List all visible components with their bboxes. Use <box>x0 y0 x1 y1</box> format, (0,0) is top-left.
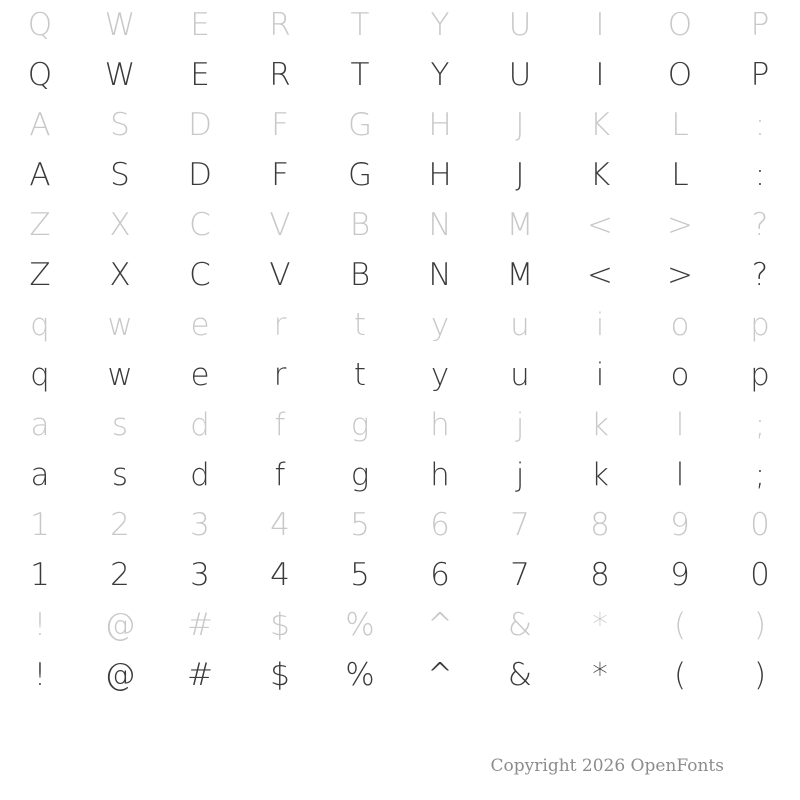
glyph-cell: E <box>190 56 210 93</box>
glyph-cell: C <box>189 256 211 293</box>
glyph-cell: B <box>349 256 371 293</box>
glyph-cell: f <box>274 406 286 443</box>
glyph-cell: P <box>750 56 770 93</box>
glyph-cell: r <box>273 356 287 393</box>
glyph-cell: I <box>595 6 605 43</box>
glyph-cell: 5 <box>350 506 370 543</box>
glyph-cell: > <box>667 206 693 243</box>
glyph-cell: a <box>30 456 50 493</box>
glyph-cell: 4 <box>270 506 290 543</box>
glyph-cell: V <box>269 206 291 243</box>
glyph-cell: ) <box>753 656 767 693</box>
glyph-cell: f <box>274 456 286 493</box>
glyph-cell: W <box>104 6 136 43</box>
glyph-cell: o <box>670 356 690 393</box>
glyph-cell: q <box>30 356 50 393</box>
glyph-cell: F <box>271 156 289 193</box>
glyph-cell: 8 <box>590 556 610 593</box>
glyph-cell: w <box>107 356 133 393</box>
glyph-cell: 6 <box>430 506 450 543</box>
glyph-cell: A <box>29 156 51 193</box>
glyph-cell: i <box>595 356 605 393</box>
glyph-cell: * <box>592 656 608 693</box>
glyph-cell: t <box>353 356 367 393</box>
glyph-cell: P <box>750 6 770 43</box>
glyph-cell: p <box>750 306 770 343</box>
glyph-cell: W <box>104 56 136 93</box>
glyph-cell: G <box>347 156 373 193</box>
glyph-cell: Y <box>430 56 450 93</box>
glyph-cell: K <box>589 156 611 193</box>
glyph-cell: C <box>189 206 211 243</box>
glyph-cell: N <box>428 256 452 293</box>
glyph-cell: X <box>109 256 131 293</box>
glyph-cell: * <box>592 606 608 643</box>
glyph-cell: U <box>508 56 532 93</box>
glyph-cell: & <box>507 656 533 693</box>
glyph-cell: g <box>350 456 370 493</box>
glyph-cell: S <box>110 106 130 143</box>
glyph-cell: e <box>190 356 210 393</box>
glyph-cell: 4 <box>270 556 290 593</box>
glyph-cell: S <box>110 156 130 193</box>
glyph-cell: q <box>30 306 50 343</box>
glyph-cell: 0 <box>750 506 770 543</box>
glyph-cell: T <box>350 56 370 93</box>
glyph-cell: $ <box>270 656 290 693</box>
glyph-cell: r <box>273 306 287 343</box>
glyph-cell: k <box>591 456 609 493</box>
glyph-cell: h <box>430 406 450 443</box>
glyph-cell: $ <box>270 606 290 643</box>
glyph-cell: d <box>190 456 210 493</box>
glyph-cell: u <box>510 306 530 343</box>
glyph-cell: I <box>595 56 605 93</box>
glyph-cell: R <box>269 6 291 43</box>
glyph-cell: L <box>671 156 689 193</box>
glyph-cell: g <box>350 406 370 443</box>
glyph-cell: ^ <box>427 656 453 693</box>
glyph-cell: A <box>29 106 51 143</box>
glyph-cell: p <box>750 356 770 393</box>
glyph-cell: X <box>109 206 131 243</box>
glyph-cell: ( <box>673 656 687 693</box>
glyph-cell: > <box>667 256 693 293</box>
glyph-cell: 2 <box>110 506 130 543</box>
glyph-cell: Y <box>430 6 450 43</box>
glyph-cell: : <box>754 106 766 143</box>
glyph-cell: Q <box>27 56 53 93</box>
glyph-cell: T <box>350 6 370 43</box>
copyright-notice: Copyright 2026 OpenFonts <box>490 756 724 776</box>
glyph-cell: 5 <box>350 556 370 593</box>
glyph-cell: h <box>430 456 450 493</box>
glyph-cell: 3 <box>190 506 210 543</box>
glyph-cell: O <box>667 56 693 93</box>
glyph-cell: ; <box>754 406 766 443</box>
glyph-cell: D <box>188 156 212 193</box>
glyph-cell: : <box>754 156 766 193</box>
glyph-cell: s <box>111 456 129 493</box>
glyph-cell: 8 <box>590 506 610 543</box>
glyph-cell: k <box>591 406 609 443</box>
glyph-cell: Z <box>29 206 51 243</box>
glyph-cell: j <box>515 456 525 493</box>
glyph-cell: ) <box>753 606 767 643</box>
glyph-cell: 1 <box>30 556 50 593</box>
glyph-cell: 7 <box>510 556 530 593</box>
glyph-cell: J <box>515 156 525 193</box>
glyph-cell: y <box>430 306 450 343</box>
glyph-cell: % <box>345 606 375 643</box>
glyph-cell: O <box>667 6 693 43</box>
glyph-cell: M <box>506 256 534 293</box>
glyph-cell: B <box>349 206 371 243</box>
glyph-cell: V <box>269 256 291 293</box>
glyph-cell: 0 <box>750 556 770 593</box>
glyph-cell: Q <box>27 6 53 43</box>
glyph-cell: w <box>107 306 133 343</box>
glyph-cell: ! <box>33 606 47 643</box>
glyph-cell: ( <box>673 606 687 643</box>
glyph-cell: ? <box>751 206 769 243</box>
glyph-cell: 1 <box>30 506 50 543</box>
glyph-cell: ? <box>751 256 769 293</box>
glyph-cell: l <box>675 406 685 443</box>
glyph-cell: 3 <box>190 556 210 593</box>
glyph-cell: H <box>428 106 452 143</box>
glyph-cell: @ <box>104 606 136 643</box>
glyph-cell: s <box>111 406 129 443</box>
glyph-cell: e <box>190 306 210 343</box>
glyph-cell: M <box>506 206 534 243</box>
glyph-cell: d <box>190 406 210 443</box>
glyph-cell: # <box>187 656 213 693</box>
glyph-cell: t <box>353 306 367 343</box>
glyph-cell: G <box>347 106 373 143</box>
glyph-cell: L <box>671 106 689 143</box>
glyph-cell: y <box>430 356 450 393</box>
glyph-cell: l <box>675 456 685 493</box>
glyph-cell: ! <box>33 656 47 693</box>
glyph-cell: & <box>507 606 533 643</box>
glyph-cell: R <box>269 56 291 93</box>
glyph-cell: F <box>271 106 289 143</box>
glyph-cell: u <box>510 356 530 393</box>
glyph-cell: < <box>587 206 613 243</box>
glyph-cell: J <box>515 106 525 143</box>
glyph-cell: E <box>190 6 210 43</box>
glyph-cell: H <box>428 156 452 193</box>
glyph-cell: j <box>515 406 525 443</box>
glyph-cell: a <box>30 406 50 443</box>
glyph-cell: ; <box>754 456 766 493</box>
glyph-cell: % <box>345 656 375 693</box>
glyph-cell: < <box>587 256 613 293</box>
glyph-cell: 6 <box>430 556 450 593</box>
glyph-cell: 7 <box>510 506 530 543</box>
glyph-cell: 9 <box>670 506 690 543</box>
glyph-cell: i <box>595 306 605 343</box>
glyph-cell: 9 <box>670 556 690 593</box>
glyph-cell: o <box>670 306 690 343</box>
glyph-cell: @ <box>104 656 136 693</box>
glyph-cell: ^ <box>427 606 453 643</box>
glyph-cell: N <box>428 206 452 243</box>
glyph-cell: U <box>508 6 532 43</box>
glyph-cell: 2 <box>110 556 130 593</box>
glyph-cell: # <box>187 606 213 643</box>
glyph-cell: D <box>188 106 212 143</box>
glyph-cell: K <box>589 106 611 143</box>
glyph-cell: Z <box>29 256 51 293</box>
